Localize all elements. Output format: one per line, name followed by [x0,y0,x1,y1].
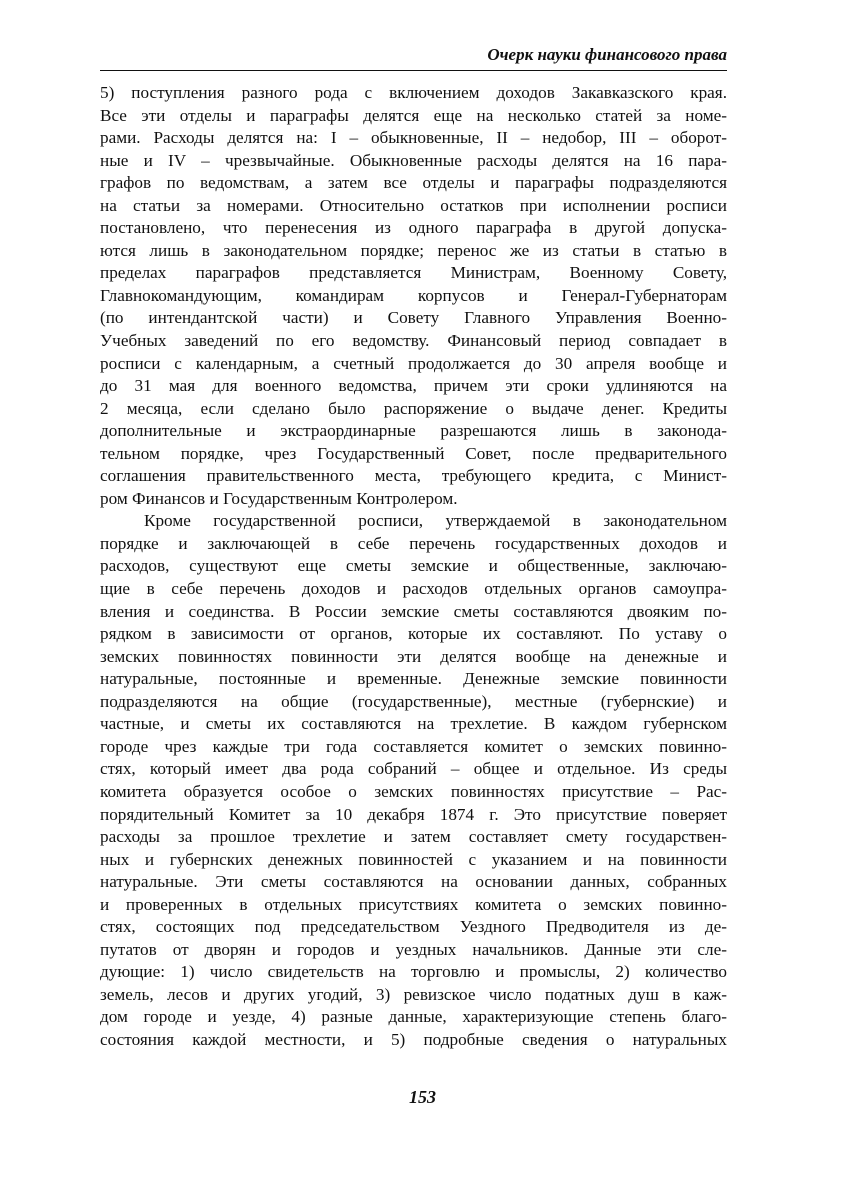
text-line: росписи с календарным, а счетный продолжается до 30 апреля вообще и [100,353,727,373]
text-line: Главнокомандующим, командирам корпусов и Генерал-Губернаторам [100,285,727,305]
text-line: тельном порядке, чрез Государственный Совет, после предварительного [100,443,727,463]
text-line: подразделяются на общие (государственные), местные (губернские) и [100,691,727,711]
text-line: земель, лесов и других угодий, 3) ревизское число податных душ в каж- [100,984,727,1004]
text-line: 2 месяца, если сделано было распоряжение о выдаче денег. Кредиты [100,398,727,418]
text-line: дом городе и уезде, 4) разные данные, характеризующие степень благо- [100,1007,727,1027]
page-number: 153 [409,1087,436,1107]
text-line: дополнительные и экстраординарные разрешаются лишь в законода- [100,421,727,441]
text-line: натуральные. Эти сметы составляются на основании данных, собранных [100,872,727,892]
text-line: городе чрез каждые три года составляется комитет о земских повинно- [100,736,727,756]
paragraph [100,82,727,510]
text-line: ных и губернских денежных повинностей с указанием и на повинности [100,849,727,869]
text-line: расходы за прошлое трехлетие и затем составляет смету государствен- [100,827,727,847]
text-line: Кроме государственной росписи, утверждаемой в законодательном [144,511,727,531]
body-text [100,82,727,1052]
text-line: вления и соединства. В России земские сметы составляются двояким по- [100,601,727,621]
text-line: на статьи за номерами. Относительно остатков при исполнении росписи [100,195,727,215]
text-line: 5) поступления разного рода с включением доходов Закавказского края. [100,83,727,102]
text-line: дующие: 1) число свидетельств на торговлю и промыслы, 2) количество [100,962,727,982]
text-line: путатов от дворян и городов и уездных начальников. Данные эти сле- [100,939,727,959]
text-line: стях, который имеет два рода собраний – общее и отдельное. Из среды [100,759,727,779]
text-line: щие в себе перечень доходов и расходов отдельных органов самоупра- [100,579,727,599]
text-line: пределах параграфов представляется Министрам, Военному Совету, [100,263,727,283]
text-line: Все эти отделы и параграфы делятся еще на несколько статей за номе- [100,105,727,125]
text-line: стях, состоящих под председательством Уездного Предводителя из де- [100,917,727,937]
text-line: до 31 мая для военного ведомства, причем эти сроки удлиняются на [100,376,727,396]
text-line: порядительный Комитет за 10 декабря 1874 г. Это присутствие поверяет [100,804,727,824]
text-line: расходов, существуют еще сметы земские и общественные, заключаю- [100,556,727,576]
text-line: натуральные, постоянные и временные. Денежные земские повинности [100,669,727,689]
text-line: ром Финансов и Государственным Контролером. [100,488,458,508]
text-line: порядке и заключающей в себе перечень государственных доходов и [100,533,727,553]
text-line: рядком в зависимости от органов, которые их составляют. По уставу о [100,624,727,644]
text-line: ются лишь в законодательном порядке; перенос же из статьи в статью в [100,240,727,260]
text-line: ные и IV – чрезвычайные. Обыкновенные расходы делятся на 16 пара- [100,150,727,170]
running-head: Очерк науки финансового права [487,45,727,64]
text-line: и проверенных в отдельных присутствиях комитета о земских повинно- [100,894,727,914]
text-line: постановлено, что перенесения из одного параграфа в другой допуска- [100,218,727,238]
paragraph [100,510,727,1051]
header-rule [100,70,727,71]
text-line: частные, и сметы их составляются на трехлетие. В каждом губернском [100,714,727,734]
text-line: комитета образуется особое о земских повинностях присутствие – Рас- [100,781,727,801]
text-line: Учебных заведений по его ведомству. Финансовый период совпадает в [100,331,727,351]
text-line: (по интендантской части) и Совету Главного Управления Военно- [100,308,727,328]
text-line: соглашения правительственного места, требующего кредита, с Минист- [100,466,727,486]
text-line: графов по ведомствам, а затем все отделы и параграфы подразделяются [100,173,727,193]
text-line: рами. Расходы делятся на: I – обыкновенные, II – недобор, III – оборот- [100,128,727,148]
text-line: земских повинностях повинности эти делятся вообще на денежные и [100,646,727,666]
text-line: состояния каждой местности, и 5) подробные сведения о натуральных [100,1029,727,1049]
